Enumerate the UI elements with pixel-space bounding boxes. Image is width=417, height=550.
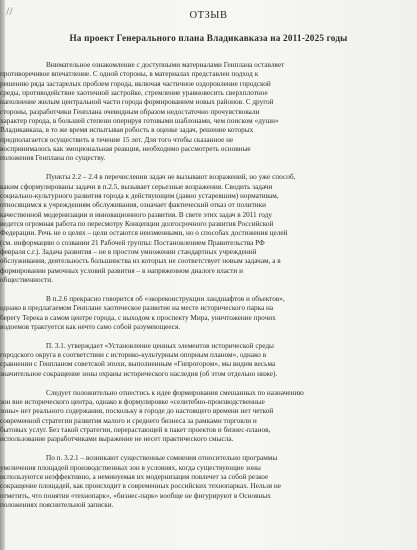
paragraph-line: Пункты 2.2 – 2.4 в перечислении задач не вызывают возражений, но уже способ, bbox=[46, 173, 296, 182]
paragraph-line: В п.2.6 прекрасно говорится об «экореконструкции ландшафтов и объектов», bbox=[46, 294, 285, 303]
paragraph-line: общественности. bbox=[0, 276, 53, 285]
paragraph-line: зон вне исторического центра, однако в формулировке «селитебно-производственные bbox=[0, 398, 265, 406]
paragraph-line: увеличения площадей производственных зон в условиях, когда существующие зоны bbox=[0, 463, 261, 472]
paragraph-line: ведется огромная работа по пересмотру Концепции долгосрочного развития Российской bbox=[0, 220, 274, 228]
paragraph-line: По п. 3.2.1 – возникают существенные сомнения относительно программы bbox=[46, 454, 278, 463]
paragraph-line: предполагается осуществить в течение 15 лет. Для того чтобы сказанное не bbox=[0, 135, 234, 144]
paragraph-line: Владикавказа, в то же время испытывая робость в оценке задач, решение которых bbox=[0, 126, 254, 135]
paragraph-line: зоны» нет реального содержания, поскольку в городе до настоящего времени нет четкой bbox=[0, 407, 274, 416]
document-subtitle: На проект Генерального плана Владикавказа на 2011-2025 годы bbox=[69, 33, 348, 43]
paragraph bbox=[0, 295, 417, 332]
paragraph bbox=[0, 61, 417, 164]
paragraph-line: используются неэффективно, а неминуемая их модернизация повлечет за собой резкое bbox=[0, 472, 269, 481]
paragraph-line: каким сформулированы задачи в п.2.5, вызывает серьезные возражения. Сводить задачи bbox=[0, 182, 273, 191]
paragraph-line: стороны, разработчики Генплана очевидным образом недостаточно прочувствовали bbox=[0, 107, 260, 116]
paragraph-line: положениях пояснительной записки. bbox=[0, 500, 114, 509]
paragraph-line: бытовых услуг. Без такой стратегии, перерастающей в пакет проектов и бизнес-планов, bbox=[0, 426, 271, 435]
document-body bbox=[0, 61, 417, 520]
paragraph-line: современной стратегии развития малого и среднего бизнеса за рамками торговли и bbox=[0, 416, 257, 425]
paragraph-line: отметить, что понятия «технопарк», «бизнес-парк» вообще не фигурируют в Основных bbox=[0, 491, 271, 500]
paragraph-line: качественной модернизации и инновационного развития. В свете этих задач в 2011 году bbox=[0, 210, 273, 219]
paragraph-line: сравнении с Генпланом советской эпохи, выполненным «Гипрогором», мы видим весьма bbox=[0, 360, 276, 369]
paragraph-line: Внимательное ознакомление с доступными материалами Генплана оставляет bbox=[46, 61, 285, 69]
paragraph-line: использование разработчиками выражение не несет практического смысла. bbox=[0, 435, 234, 444]
paragraph-line: решению ряда застарелых проблем города, включая частичное оздоровление городской bbox=[0, 79, 271, 88]
paragraph-line: Следует положительно отнестись к идее формирования смешанных по назначению bbox=[46, 388, 304, 397]
paragraph-line: сокращение площадей, как происходит в современных российских технопарках. Нельзя не bbox=[0, 482, 281, 491]
paragraph-line: значительное сокращение зоны охраны исторического наследия (об этом отдельно ниже). bbox=[0, 369, 278, 378]
paragraph-line: относящимся к учреждениям обслуживания, означает фактический отказ от политики bbox=[0, 201, 267, 210]
paragraph-line: Федерации. Речь не о целях – цели остаются неизменными, но о способах достижения целей bbox=[0, 229, 288, 238]
paragraph-line: обслуживания, деятельность большинства из которых не соответствует новым задачам, а в bbox=[0, 257, 281, 266]
paragraph-line: характер города, в большей степени оперируя готовыми шаблонами, чем поиском «души» bbox=[0, 117, 279, 126]
paragraph bbox=[0, 389, 417, 445]
paragraph-line: берегу Терека в самом центре города, с выходом к проспекту Мира, уничтожение прочих bbox=[0, 313, 276, 322]
paragraph bbox=[0, 454, 417, 510]
paragraph bbox=[0, 342, 417, 379]
paragraph-line: февраля с.г.). Задача развития – не в простом умножении стандартных учреждений bbox=[0, 248, 257, 257]
paragraph-line: городского округа в соответствии с историко-культурным опорным планом», однако в bbox=[0, 351, 267, 360]
paragraph-line: воспринималось как эмоциональная реакция, необходимо рассмотреть основные bbox=[0, 145, 251, 154]
paragraph-line: наполнение жилым центральной части города формированием новых районов. С другой bbox=[0, 98, 274, 107]
paragraph-line: П. 3.1. утверждает «Установление ценных элементов исторической среды bbox=[46, 341, 274, 350]
document-title: ОТЗЫВ bbox=[189, 10, 228, 21]
paragraph-line: формировании рамочных условий развития – в напряженном диалоге власти и bbox=[0, 266, 243, 275]
paragraph-line: среды, противодействие хаотичной застройке, стремление уравновесить сверхплотное bbox=[0, 89, 268, 98]
paragraph-line: социально-культурного развития города к действующим (давно устаревшим) нормативам, bbox=[0, 191, 279, 200]
paragraph-line: (см. информацию о созвании 21 Рабочей группы: Постановлением Правительства РФ bbox=[0, 238, 265, 247]
corner-mark: // bbox=[6, 4, 13, 18]
paragraph-line: водоемов трактуется как нечто само собой разумеющееся. bbox=[0, 322, 181, 331]
paragraph-line: однако в предлагаемом Генплане хаотическое развитие на месте исторического парка на bbox=[0, 304, 274, 313]
paragraph-line: положения Генплана по существу. bbox=[0, 154, 106, 163]
paragraph bbox=[0, 173, 417, 285]
paragraph-line: противоречивое впечатление. С одной стороны, в материалах представлен подход к bbox=[0, 70, 259, 79]
